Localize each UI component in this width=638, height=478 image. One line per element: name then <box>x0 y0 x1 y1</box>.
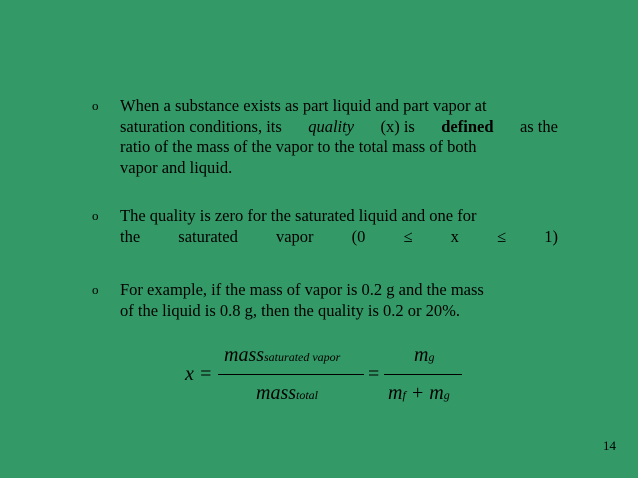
bullet-line: For example, if the mass of vapor is 0.2 g and the mass <box>120 280 484 299</box>
bullet-line: of the liquid is 0.8 g, then the quality is 0.2 or 20%. <box>120 300 461 320</box>
denominator-mass: masstotal <box>256 382 319 404</box>
denominator-mf-mg: mf + mg <box>388 382 450 404</box>
quality-term: quality <box>308 116 355 136</box>
bullet-line: ratio of the mass of the vapor to the total mass of both <box>120 137 477 156</box>
bullet-line-quality: saturation conditions, its quality (x) is defined as the <box>120 116 558 136</box>
numerator-mg: mg <box>414 344 435 366</box>
bullet-marker: o <box>92 282 99 297</box>
bullet-line: The quality is zero for the saturated liquid and one for <box>120 206 477 225</box>
page-number: 14 <box>603 438 616 453</box>
defined-term: defined <box>441 116 494 136</box>
bullet-line: vapor and liquid. <box>120 157 233 177</box>
fraction-bar-1 <box>218 374 364 375</box>
bullet-line: When a substance exists as part liquid and part vapor at <box>120 96 487 115</box>
equation-equals: = <box>368 363 380 385</box>
bullet-line-range: the saturated vapor (0 ≤ x ≤ 1) <box>120 226 558 246</box>
equation-lhs: x = <box>185 363 213 385</box>
bullet-marker: o <box>92 208 99 223</box>
numerator-mass: masssaturated vapor <box>224 344 341 366</box>
fraction-bar-2 <box>384 374 462 375</box>
bullet-marker: o <box>92 98 99 113</box>
